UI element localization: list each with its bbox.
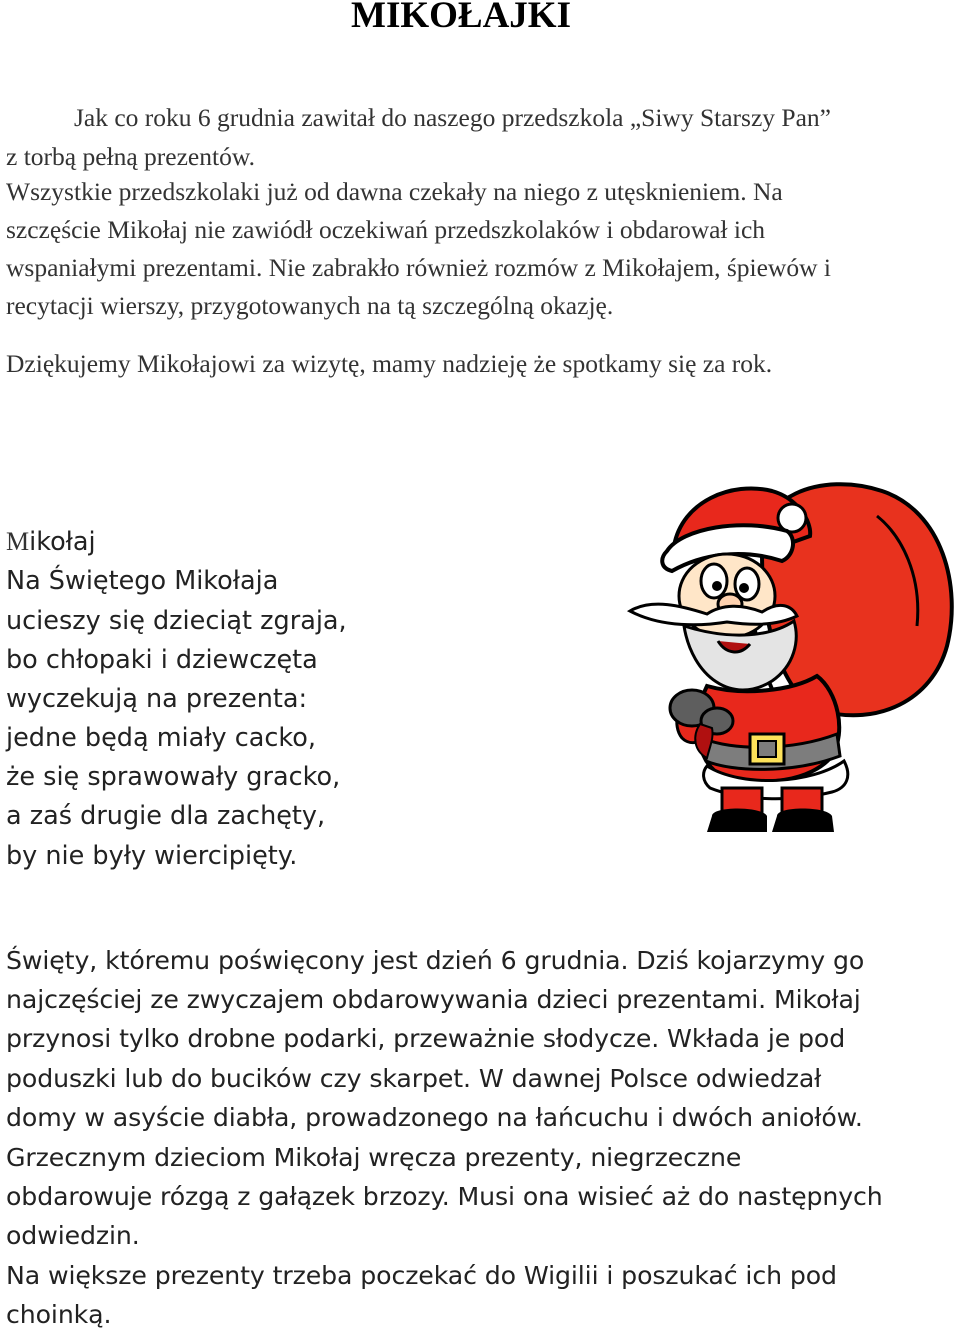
intro-line-4: szczęście Mikołaj nie zawiódł oczekiwań przedszkolaków i obdarował ich: [6, 215, 766, 244]
poem-line: jedne będą miały cacko,: [6, 723, 316, 753]
santa-claus-with-sack-icon: [622, 476, 958, 836]
intro-line-6: recytacji wierszy, przygotowanych na tą szczególną okazję.: [6, 291, 614, 320]
poem-title-initial: M: [6, 527, 30, 556]
poem-line: wyczekują na prezenta:: [6, 684, 308, 714]
poem-line: ucieszy się dzieciąt zgraja,: [6, 606, 347, 636]
intro-line-3: Wszystkie przedszkolaki już od dawna czekały na niego z utęsknieniem. Na: [6, 177, 783, 206]
intro-line-2: z torbą pełną prezentów.: [6, 142, 255, 171]
info-line: przynosi tylko drobne podarki, przeważnie słodycze. Wkłada je pod: [6, 1024, 846, 1053]
info-line: odwiedzin.: [6, 1221, 140, 1250]
info-line: najczęściej ze zwyczajem obdarowywania dzieci prezentami. Mikołaj: [6, 985, 861, 1014]
info-line: Święty, któremu poświęcony jest dzień 6 grudnia. Dziś kojarzymy go: [6, 946, 865, 975]
info-line: domy w asyście diabła, prowadzonego na łańcuchu i dwóch aniołów.: [6, 1103, 863, 1132]
poem-line: by nie były wiercipięty.: [6, 841, 298, 871]
info-line: Grzecznym dzieciom Mikołaj wręcza prezenty, niegrzeczne: [6, 1143, 742, 1172]
info-line: choinką.: [6, 1300, 112, 1329]
info-line: poduszki lub do bucików czy skarpet. W dawnej Polsce odwiedzał: [6, 1064, 822, 1093]
poem-title: [6, 527, 96, 557]
page-title: MIKOŁAJKI: [351, 0, 571, 36]
thanks-line: Dziękujemy Mikołajowi za wizytę, mamy nadzieję że spotkamy się za rok.: [6, 349, 773, 378]
intro-line-5: wspaniałymi prezentami. Nie zabrakło również rozmów z Mikołajem, śpiewów i: [6, 253, 831, 282]
poem-line: Na Świętego Mikołaja: [6, 566, 279, 596]
info-line: obdarowuje rózgą z gałązek brzozy. Musi ona wisieć aż do następnych: [6, 1182, 883, 1211]
info-line: Na większe prezenty trzeba poczekać do Wigilii i poszukać ich pod: [6, 1261, 837, 1290]
poem-line: bo chłopaki i dziewczęta: [6, 645, 318, 675]
poem-line: że się sprawowały gracko,: [6, 762, 341, 792]
poem-line: a zaś drugie dla zachęty,: [6, 801, 326, 831]
intro-line-1: Jak co roku 6 grudnia zawitał do naszego przedszkola „Siwy Starszy Pan”: [74, 103, 831, 132]
poem-title-rest: ikołaj: [29, 527, 96, 557]
